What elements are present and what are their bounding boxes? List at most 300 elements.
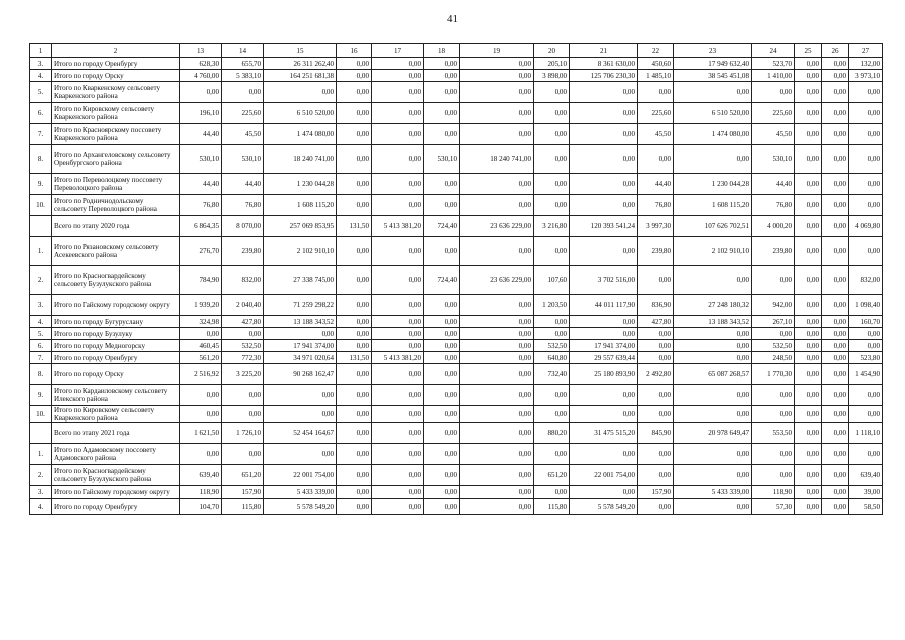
value-cell: 0,00 [337,316,372,328]
value-cell: 655,70 [222,58,264,70]
value-cell: 120 393 541,24 [570,216,638,237]
value-cell: 1 608 115,20 [674,195,752,216]
value-cell: 460,45 [180,340,222,352]
value-cell: 0,00 [372,174,424,195]
value-cell: 0,00 [795,124,822,145]
value-cell: 34 971 020,64 [264,352,337,364]
value-cell: 0,00 [372,486,424,499]
value-cell: 115,80 [534,499,570,515]
value-cell: 0,00 [424,195,460,216]
value-cell: 0,00 [638,444,674,465]
value-cell: 0,00 [337,70,372,82]
value-cell: 0,00 [180,385,222,406]
value-cell: 44,40 [638,174,674,195]
value-cell: 13 188 343,52 [264,316,337,328]
value-cell: 0,00 [424,124,460,145]
value-cell: 0,00 [795,406,822,423]
value-cell: 532,50 [534,340,570,352]
value-cell: 1 230 044,28 [264,174,337,195]
value-cell: 0,00 [849,174,883,195]
value-cell: 0,00 [460,423,534,444]
value-cell: 0,00 [460,328,534,340]
value-cell: 0,00 [372,70,424,82]
row-name-cell: Итого по Красногвардейскому сельсовету Бузулукского района [52,266,180,295]
value-cell: 0,00 [822,124,849,145]
value-cell: 0,00 [795,385,822,406]
value-cell: 0,00 [795,103,822,124]
row-name-cell: Итого по городу Оренбургу [52,352,180,364]
value-cell: 0,00 [822,316,849,328]
value-cell: 0,00 [337,385,372,406]
value-cell: 225,60 [752,103,795,124]
column-header: 23 [674,44,752,58]
table-row [30,70,883,82]
value-cell: 0,00 [337,499,372,515]
value-cell: 3 702 516,00 [570,266,638,295]
row-number-cell: 4. [30,499,52,515]
value-cell: 532,50 [222,340,264,352]
row-name-cell: Итого по Гайскому городскому округу [52,486,180,499]
value-cell: 6 510 520,00 [674,103,752,124]
value-cell: 0,00 [460,295,534,316]
value-cell: 0,00 [822,328,849,340]
value-cell: 0,00 [822,385,849,406]
value-cell: 1 230 044,28 [674,174,752,195]
value-cell: 0,00 [424,499,460,515]
value-cell: 25 180 893,90 [570,364,638,385]
value-cell: 248,50 [752,352,795,364]
value-cell: 0,00 [372,328,424,340]
value-cell: 1 485,10 [638,70,674,82]
value-cell: 18 240 741,00 [460,145,534,174]
value-cell: 0,00 [795,58,822,70]
value-cell: 1 726,10 [222,423,264,444]
value-cell: 125 706 230,30 [570,70,638,82]
row-number-cell: 7. [30,352,52,364]
table-row [30,216,883,237]
value-cell: 0,00 [752,82,795,103]
value-cell: 639,40 [849,465,883,486]
value-cell: 0,00 [372,124,424,145]
value-cell: 0,00 [822,352,849,364]
value-cell: 639,40 [180,465,222,486]
table-row [30,124,883,145]
value-cell: 8 361 630,00 [570,58,638,70]
value-cell: 0,00 [638,328,674,340]
value-cell: 0,00 [460,103,534,124]
value-cell: 0,00 [849,124,883,145]
value-cell: 1 454,90 [849,364,883,385]
column-header: 2 [52,44,180,58]
value-cell: 0,00 [372,406,424,423]
value-cell: 0,00 [180,328,222,340]
value-cell: 0,00 [460,444,534,465]
value-cell: 205,10 [534,58,570,70]
value-cell: 0,00 [337,364,372,385]
value-cell: 0,00 [570,124,638,145]
value-cell: 0,00 [795,82,822,103]
column-header: 13 [180,44,222,58]
value-cell: 0,00 [372,295,424,316]
value-cell: 0,00 [460,352,534,364]
value-cell: 0,00 [460,486,534,499]
value-cell: 523,80 [849,352,883,364]
value-cell: 1 770,30 [752,364,795,385]
value-cell: 0,00 [534,237,570,266]
value-cell: 71 259 298,22 [264,295,337,316]
value-cell: 6 510 520,00 [264,103,337,124]
value-cell: 1 118,10 [849,423,883,444]
value-cell: 44,40 [752,174,795,195]
value-cell: 0,00 [460,195,534,216]
value-cell: 0,00 [534,385,570,406]
value-cell: 523,70 [752,58,795,70]
value-cell: 0,00 [795,266,822,295]
value-cell: 0,00 [795,216,822,237]
value-cell: 0,00 [570,406,638,423]
value-cell: 29 557 639,44 [570,352,638,364]
value-cell: 3 216,80 [534,216,570,237]
value-cell: 0,00 [674,385,752,406]
column-header: 22 [638,44,674,58]
value-cell: 0,00 [337,340,372,352]
row-name-cell: Итого по Кировскому сельсовету Кваркенского района [52,103,180,124]
value-cell: 27 338 745,00 [264,266,337,295]
value-cell: 651,20 [534,465,570,486]
table-row [30,103,883,124]
value-cell: 0,00 [372,385,424,406]
value-cell: 5 578 549,20 [264,499,337,515]
value-cell: 0,00 [570,82,638,103]
value-cell: 0,00 [822,266,849,295]
value-cell: 0,00 [849,340,883,352]
value-cell: 0,00 [460,82,534,103]
value-cell: 0,00 [822,499,849,515]
value-cell: 0,00 [534,124,570,145]
value-cell: 1 410,00 [752,70,795,82]
value-cell: 267,10 [752,316,795,328]
column-header: 17 [372,44,424,58]
row-number-cell: 6. [30,103,52,124]
value-cell: 784,90 [180,266,222,295]
row-number-cell [30,423,52,444]
table-row [30,328,883,340]
value-cell: 0,00 [460,174,534,195]
value-cell: 276,70 [180,237,222,266]
value-cell: 0,00 [674,82,752,103]
value-cell: 0,00 [674,328,752,340]
value-cell: 18 240 741,00 [264,145,337,174]
row-number-cell: 5. [30,328,52,340]
value-cell: 45,50 [638,124,674,145]
value-cell: 0,00 [795,486,822,499]
value-cell: 0,00 [534,145,570,174]
value-cell: 0,00 [222,82,264,103]
value-cell: 118,90 [180,486,222,499]
value-cell: 0,00 [222,328,264,340]
value-cell: 0,00 [222,406,264,423]
column-header: 27 [849,44,883,58]
table-row [30,195,883,216]
value-cell: 257 069 853,95 [264,216,337,237]
value-cell: 0,00 [752,465,795,486]
value-cell: 0,00 [795,237,822,266]
value-cell: 132,00 [849,58,883,70]
row-name-cell: Итого по Архангеловскому сельсовету Оренбургского района [52,145,180,174]
value-cell: 0,00 [822,174,849,195]
row-number-cell: 4. [30,70,52,82]
value-cell: 553,50 [752,423,795,444]
value-cell: 0,00 [264,82,337,103]
value-cell: 1 203,50 [534,295,570,316]
value-cell: 324,98 [180,316,222,328]
value-cell: 0,00 [372,465,424,486]
value-cell: 942,00 [752,295,795,316]
value-cell: 724,40 [424,216,460,237]
value-cell: 724,40 [424,266,460,295]
row-number-cell: 5. [30,82,52,103]
table-row [30,406,883,423]
row-name-cell: Итого по Кваркенскому сельсовету Кваркенского района [52,82,180,103]
value-cell: 832,00 [849,266,883,295]
value-cell: 131,50 [337,216,372,237]
value-cell: 651,20 [222,465,264,486]
value-cell: 2 492,80 [638,364,674,385]
value-cell: 0,00 [795,340,822,352]
value-cell: 0,00 [424,423,460,444]
value-cell: 0,00 [849,328,883,340]
value-cell: 0,00 [372,364,424,385]
value-cell: 115,80 [222,499,264,515]
value-cell: 0,00 [822,216,849,237]
value-cell: 0,00 [570,316,638,328]
value-cell: 0,00 [822,444,849,465]
value-cell: 23 636 229,00 [460,266,534,295]
value-cell: 76,80 [752,195,795,216]
value-cell: 0,00 [372,340,424,352]
value-cell: 0,00 [674,266,752,295]
table-row [30,444,883,465]
value-cell: 0,00 [372,266,424,295]
table-row [30,237,883,266]
value-cell: 2 516,92 [180,364,222,385]
value-cell: 23 636 229,00 [460,216,534,237]
value-cell: 0,00 [264,385,337,406]
value-cell: 45,50 [752,124,795,145]
value-cell: 22 001 754,00 [570,465,638,486]
value-cell: 58,50 [849,499,883,515]
value-cell: 0,00 [638,352,674,364]
value-cell: 225,60 [638,103,674,124]
table-row [30,145,883,174]
value-cell: 0,00 [460,465,534,486]
value-cell: 561,20 [180,352,222,364]
row-number-cell: 10. [30,195,52,216]
value-cell: 0,00 [795,195,822,216]
column-header: 15 [264,44,337,58]
value-cell: 0,00 [638,266,674,295]
value-cell: 0,00 [638,82,674,103]
value-cell: 0,00 [372,195,424,216]
value-cell: 0,00 [337,266,372,295]
value-cell: 0,00 [822,103,849,124]
row-name-cell: Итого по Родничнодольскому сельсовету Переволоцкого района [52,195,180,216]
value-cell: 0,00 [534,328,570,340]
value-cell: 0,00 [337,103,372,124]
value-cell: 0,00 [424,103,460,124]
value-cell: 0,00 [570,145,638,174]
value-cell: 0,00 [534,174,570,195]
row-name-cell: Итого по Кардаиловскому сельсовету Илекского района [52,385,180,406]
value-cell: 31 475 515,20 [570,423,638,444]
value-cell: 0,00 [822,237,849,266]
value-cell: 0,00 [534,316,570,328]
value-cell: 76,80 [638,195,674,216]
value-cell: 76,80 [180,195,222,216]
value-cell: 628,30 [180,58,222,70]
value-cell: 0,00 [372,237,424,266]
value-cell: 427,80 [638,316,674,328]
value-cell: 1 621,50 [180,423,222,444]
row-name-cell: Итого по Переволоцкому поссовету Переволоцкого района [52,174,180,195]
row-name-cell: Итого по Кировскому сельсовету Кваркенского района [52,406,180,423]
value-cell: 0,00 [337,145,372,174]
value-cell: 0,00 [849,406,883,423]
value-cell: 2 102 910,10 [264,237,337,266]
value-cell: 0,00 [424,340,460,352]
value-cell: 239,80 [638,237,674,266]
value-cell: 0,00 [424,465,460,486]
column-header: 1 [30,44,52,58]
value-cell: 640,80 [534,352,570,364]
value-cell: 90 268 162,47 [264,364,337,385]
value-cell: 2 040,40 [222,295,264,316]
value-cell: 0,00 [264,444,337,465]
value-cell: 0,00 [337,423,372,444]
value-cell: 17 941 374,00 [570,340,638,352]
value-cell: 38 545 451,08 [674,70,752,82]
value-cell: 0,00 [337,195,372,216]
value-cell: 0,00 [424,486,460,499]
value-cell: 0,00 [638,340,674,352]
value-cell: 0,00 [372,316,424,328]
value-cell: 0,00 [460,385,534,406]
value-cell: 44,40 [180,124,222,145]
value-cell: 1 939,20 [180,295,222,316]
value-cell: 0,00 [795,352,822,364]
value-cell: 65 087 268,57 [674,364,752,385]
row-number-cell: 1. [30,444,52,465]
value-cell: 0,00 [795,423,822,444]
value-cell: 0,00 [337,174,372,195]
row-number-cell: 1. [30,237,52,266]
row-number-cell: 3. [30,58,52,70]
value-cell: 0,00 [222,444,264,465]
table-row [30,266,883,295]
value-cell: 0,00 [822,364,849,385]
value-cell: 8 070,00 [222,216,264,237]
value-cell: 164 251 681,38 [264,70,337,82]
row-number-cell [30,216,52,237]
value-cell: 0,00 [424,58,460,70]
report-table [29,43,883,515]
row-number-cell: 2. [30,465,52,486]
value-cell: 0,00 [337,406,372,423]
value-cell: 0,00 [795,70,822,82]
value-cell: 0,00 [424,364,460,385]
value-cell: 22 001 754,00 [264,465,337,486]
value-cell: 0,00 [372,103,424,124]
value-cell: 832,00 [222,266,264,295]
table-row [30,58,883,70]
value-cell: 0,00 [570,385,638,406]
table-row [30,295,883,316]
value-cell: 0,00 [534,406,570,423]
value-cell: 0,00 [674,352,752,364]
value-cell: 0,00 [424,82,460,103]
value-cell: 118,90 [752,486,795,499]
table-row [30,352,883,364]
value-cell: 0,00 [638,385,674,406]
value-cell: 0,00 [570,328,638,340]
value-cell: 530,10 [424,145,460,174]
value-cell: 107 626 702,51 [674,216,752,237]
table-row [30,486,883,499]
value-cell: 5 578 549,20 [570,499,638,515]
value-cell: 0,00 [372,145,424,174]
value-cell: 0,00 [337,237,372,266]
row-name-cell: Итого по Рязановскому сельсовету Асекеевского района [52,237,180,266]
value-cell: 0,00 [752,406,795,423]
value-cell: 0,00 [372,423,424,444]
value-cell: 0,00 [849,103,883,124]
column-header: 18 [424,44,460,58]
row-number-cell: 6. [30,340,52,352]
value-cell: 0,00 [337,58,372,70]
value-cell: 0,00 [460,58,534,70]
value-cell: 0,00 [822,295,849,316]
row-number-cell: 2. [30,266,52,295]
value-cell: 450,60 [638,58,674,70]
value-cell: 836,90 [638,295,674,316]
value-cell: 0,00 [849,444,883,465]
value-cell: 39,00 [849,486,883,499]
column-header: 25 [795,44,822,58]
value-cell: 0,00 [570,195,638,216]
value-cell: 0,00 [264,406,337,423]
value-cell: 0,00 [752,266,795,295]
value-cell: 4 000,20 [752,216,795,237]
value-cell: 0,00 [822,58,849,70]
value-cell: 0,00 [424,316,460,328]
value-cell: 0,00 [822,145,849,174]
value-cell: 225,60 [222,103,264,124]
column-header: 19 [460,44,534,58]
value-cell: 239,80 [222,237,264,266]
value-cell: 0,00 [822,423,849,444]
value-cell: 0,00 [180,444,222,465]
value-cell: 0,00 [460,316,534,328]
value-cell: 157,90 [638,486,674,499]
value-cell: 0,00 [180,82,222,103]
value-cell: 0,00 [795,328,822,340]
table-row [30,423,883,444]
value-cell: 52 454 164,67 [264,423,337,444]
value-cell: 0,00 [638,465,674,486]
row-name-cell: Итого по городу Бугуруслану [52,316,180,328]
row-name-cell: Итого по Адамовскому поссовету Адамовского района [52,444,180,465]
value-cell: 0,00 [674,406,752,423]
